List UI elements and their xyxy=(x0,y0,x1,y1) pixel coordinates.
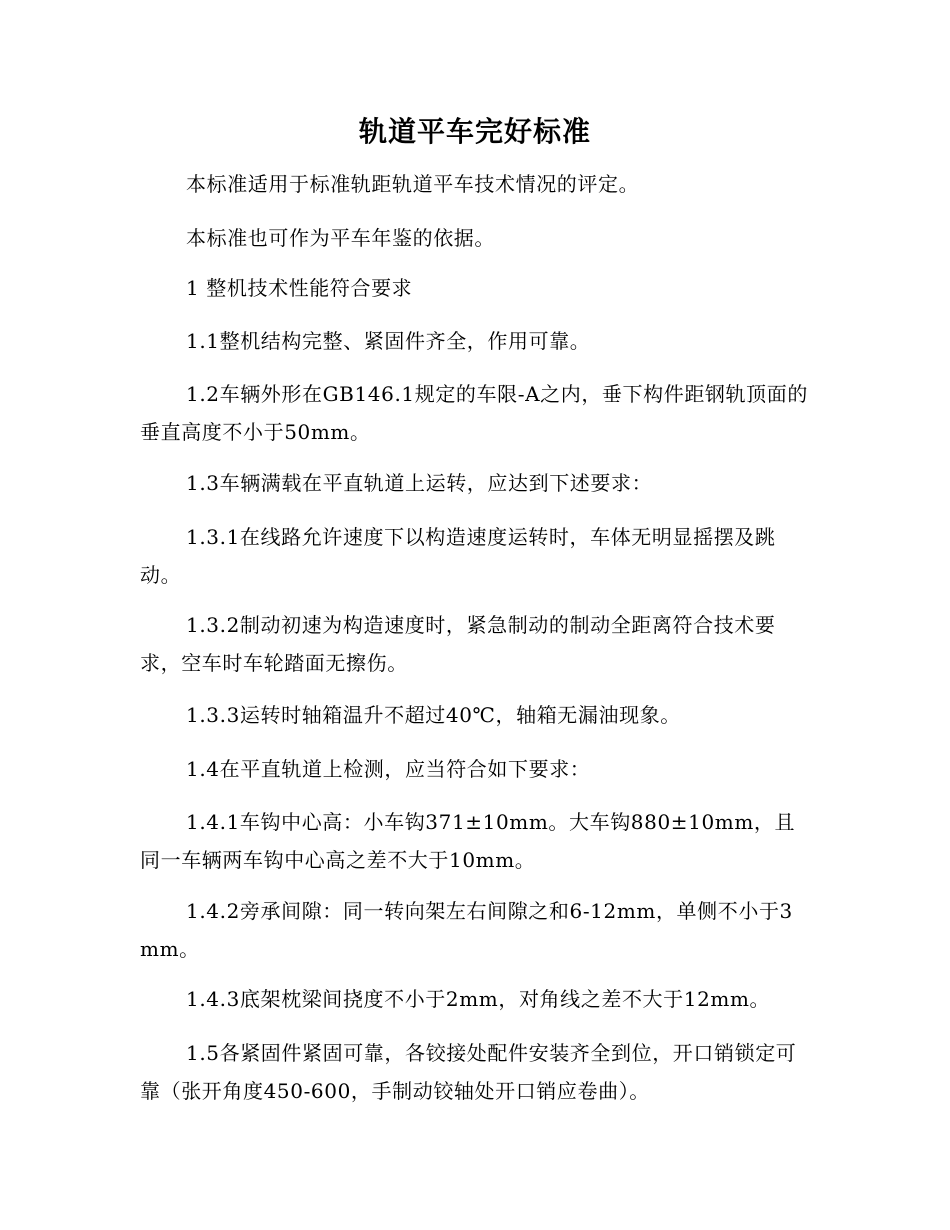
paragraph-scope: 本标准适用于标准轨距轨道平车技术情况的评定。 xyxy=(186,172,640,196)
clause-1-5: 1.5各紧固件紧固可靠，各铰接处配件安装齐全到位，开口销锁定可靠（张开角度450-600，手制动铰轴处开口销应卷曲）。 xyxy=(140,1041,797,1103)
clause-1-4-3: 1.4.3底架枕梁间挠度不小于2mm，对角线之差不大于12mm。 xyxy=(186,987,771,1011)
clause-1-4-2: 1.4.2旁承间隙：同一转向架左右间隙之和6-12mm，单侧不小于3mm。 xyxy=(140,899,793,961)
clause-1-2: 1.2车辆外形在GB146.1规定的车限-A之内，垂下构件距钢轨顶面的垂直高度不小于50mm。 xyxy=(140,382,808,444)
clause-1-3: 1.3车辆满载在平直轨道上运转，应达到下述要求： xyxy=(186,471,653,495)
clause-1-3-1: 1.3.1在线路允许速度下以构造速度运转时，车体无明显摇摆及跳动。 xyxy=(140,525,776,587)
clause-1-3-2: 1.3.2制动初速为构造速度时，紧急制动的制动全距离符合技术要求，空车时车轮踏面无擦伤。 xyxy=(140,613,776,675)
clause-1-4-1: 1.4.1车钩中心高：小车钩371±10mm。大车钩880±10mm，且同一车辆两车钩中心高之差不大于10mm。 xyxy=(140,810,796,872)
clause-1-3-3: 1.3.3运转时轴箱温升不超过40℃，轴箱无漏油现象。 xyxy=(186,703,681,727)
paragraph-basis: 本标准也可作为平车年鉴的依据。 xyxy=(186,226,495,250)
document-title: 轨道平车完好标准 xyxy=(358,115,591,148)
section-heading-1: 1 整机技术性能符合要求 xyxy=(186,276,413,300)
clause-1-1: 1.1整机结构完整、紧固件齐全，作用可靠。 xyxy=(186,329,591,353)
clause-1-4: 1.4在平直轨道上检测，应当符合如下要求： xyxy=(186,757,591,781)
